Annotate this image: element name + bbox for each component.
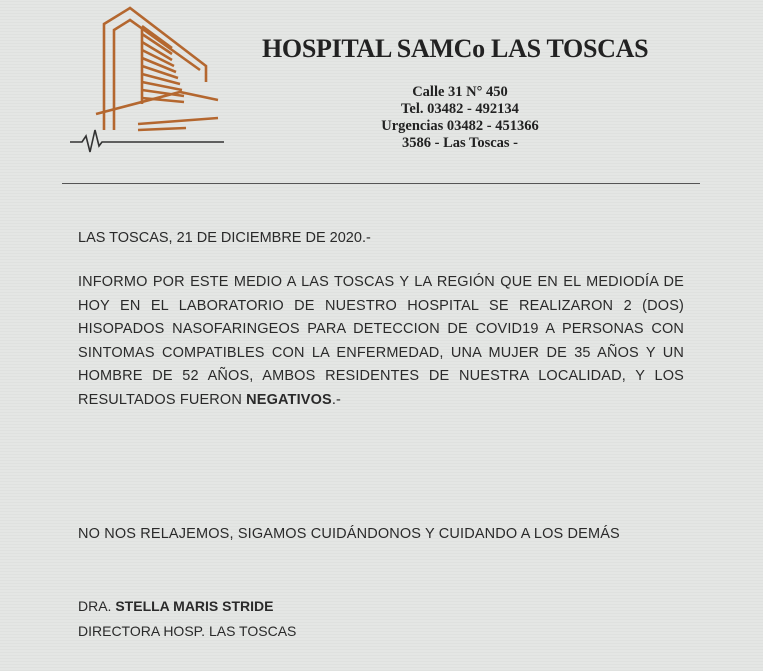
signer-title: DRA. — [78, 598, 116, 614]
address: Calle 31 N° 450 — [412, 84, 508, 100]
body-text-main: INFORMO POR ESTE MEDIO A LAS TOSCAS Y LA REGIÓN QUE EN EL MEDIODÍA DE HOY EN EL LABORATORIO DE NUESTRO HOSPITAL SE REALIZARON 2 (DOS) HISOPADOS NASOFARINGEOS PARA DETECCION DE COVID19 A PERSONAS CON SINTOMAS COMPATIBLES CON LA ENFERMEDAD, UNA MUJER DE 35 AÑOS Y UN HOMBRE DE 52 AÑOS, AMBOS RESIDENTES DE NUESTRA LOCALIDAD, Y LOS RESULTADOS FUERON — [78, 274, 684, 408]
signature-block — [78, 594, 296, 644]
hospital-name: HOSPITAL SAMCo LAS TOSCAS — [262, 34, 649, 63]
hospital-building-logo-icon — [68, 6, 228, 156]
city: 3586 - Las Toscas - — [401, 135, 519, 151]
letter-date: LAS TOSCAS, 21 DE DICIEMBRE DE 2020.- — [78, 230, 371, 246]
phone: Tel. 03482 - 492134 — [401, 101, 519, 117]
emergency-phone: Urgencias 03482 - 451366 — [381, 118, 539, 134]
closing-message: NO NOS RELAJEMOS, SIGAMOS CUIDÁNDONOS Y CUIDANDO A LOS DEMÁS — [78, 526, 620, 542]
result-negative: NEGATIVOS — [246, 391, 332, 408]
header-divider — [62, 183, 700, 184]
letter-body — [78, 271, 684, 412]
contact-block — [340, 84, 580, 152]
signer-role: DIRECTORA HOSP. LAS TOSCAS — [78, 623, 297, 639]
signer-name: STELLA MARIS STRIDE — [115, 598, 274, 614]
body-text-end: .- — [331, 391, 341, 408]
